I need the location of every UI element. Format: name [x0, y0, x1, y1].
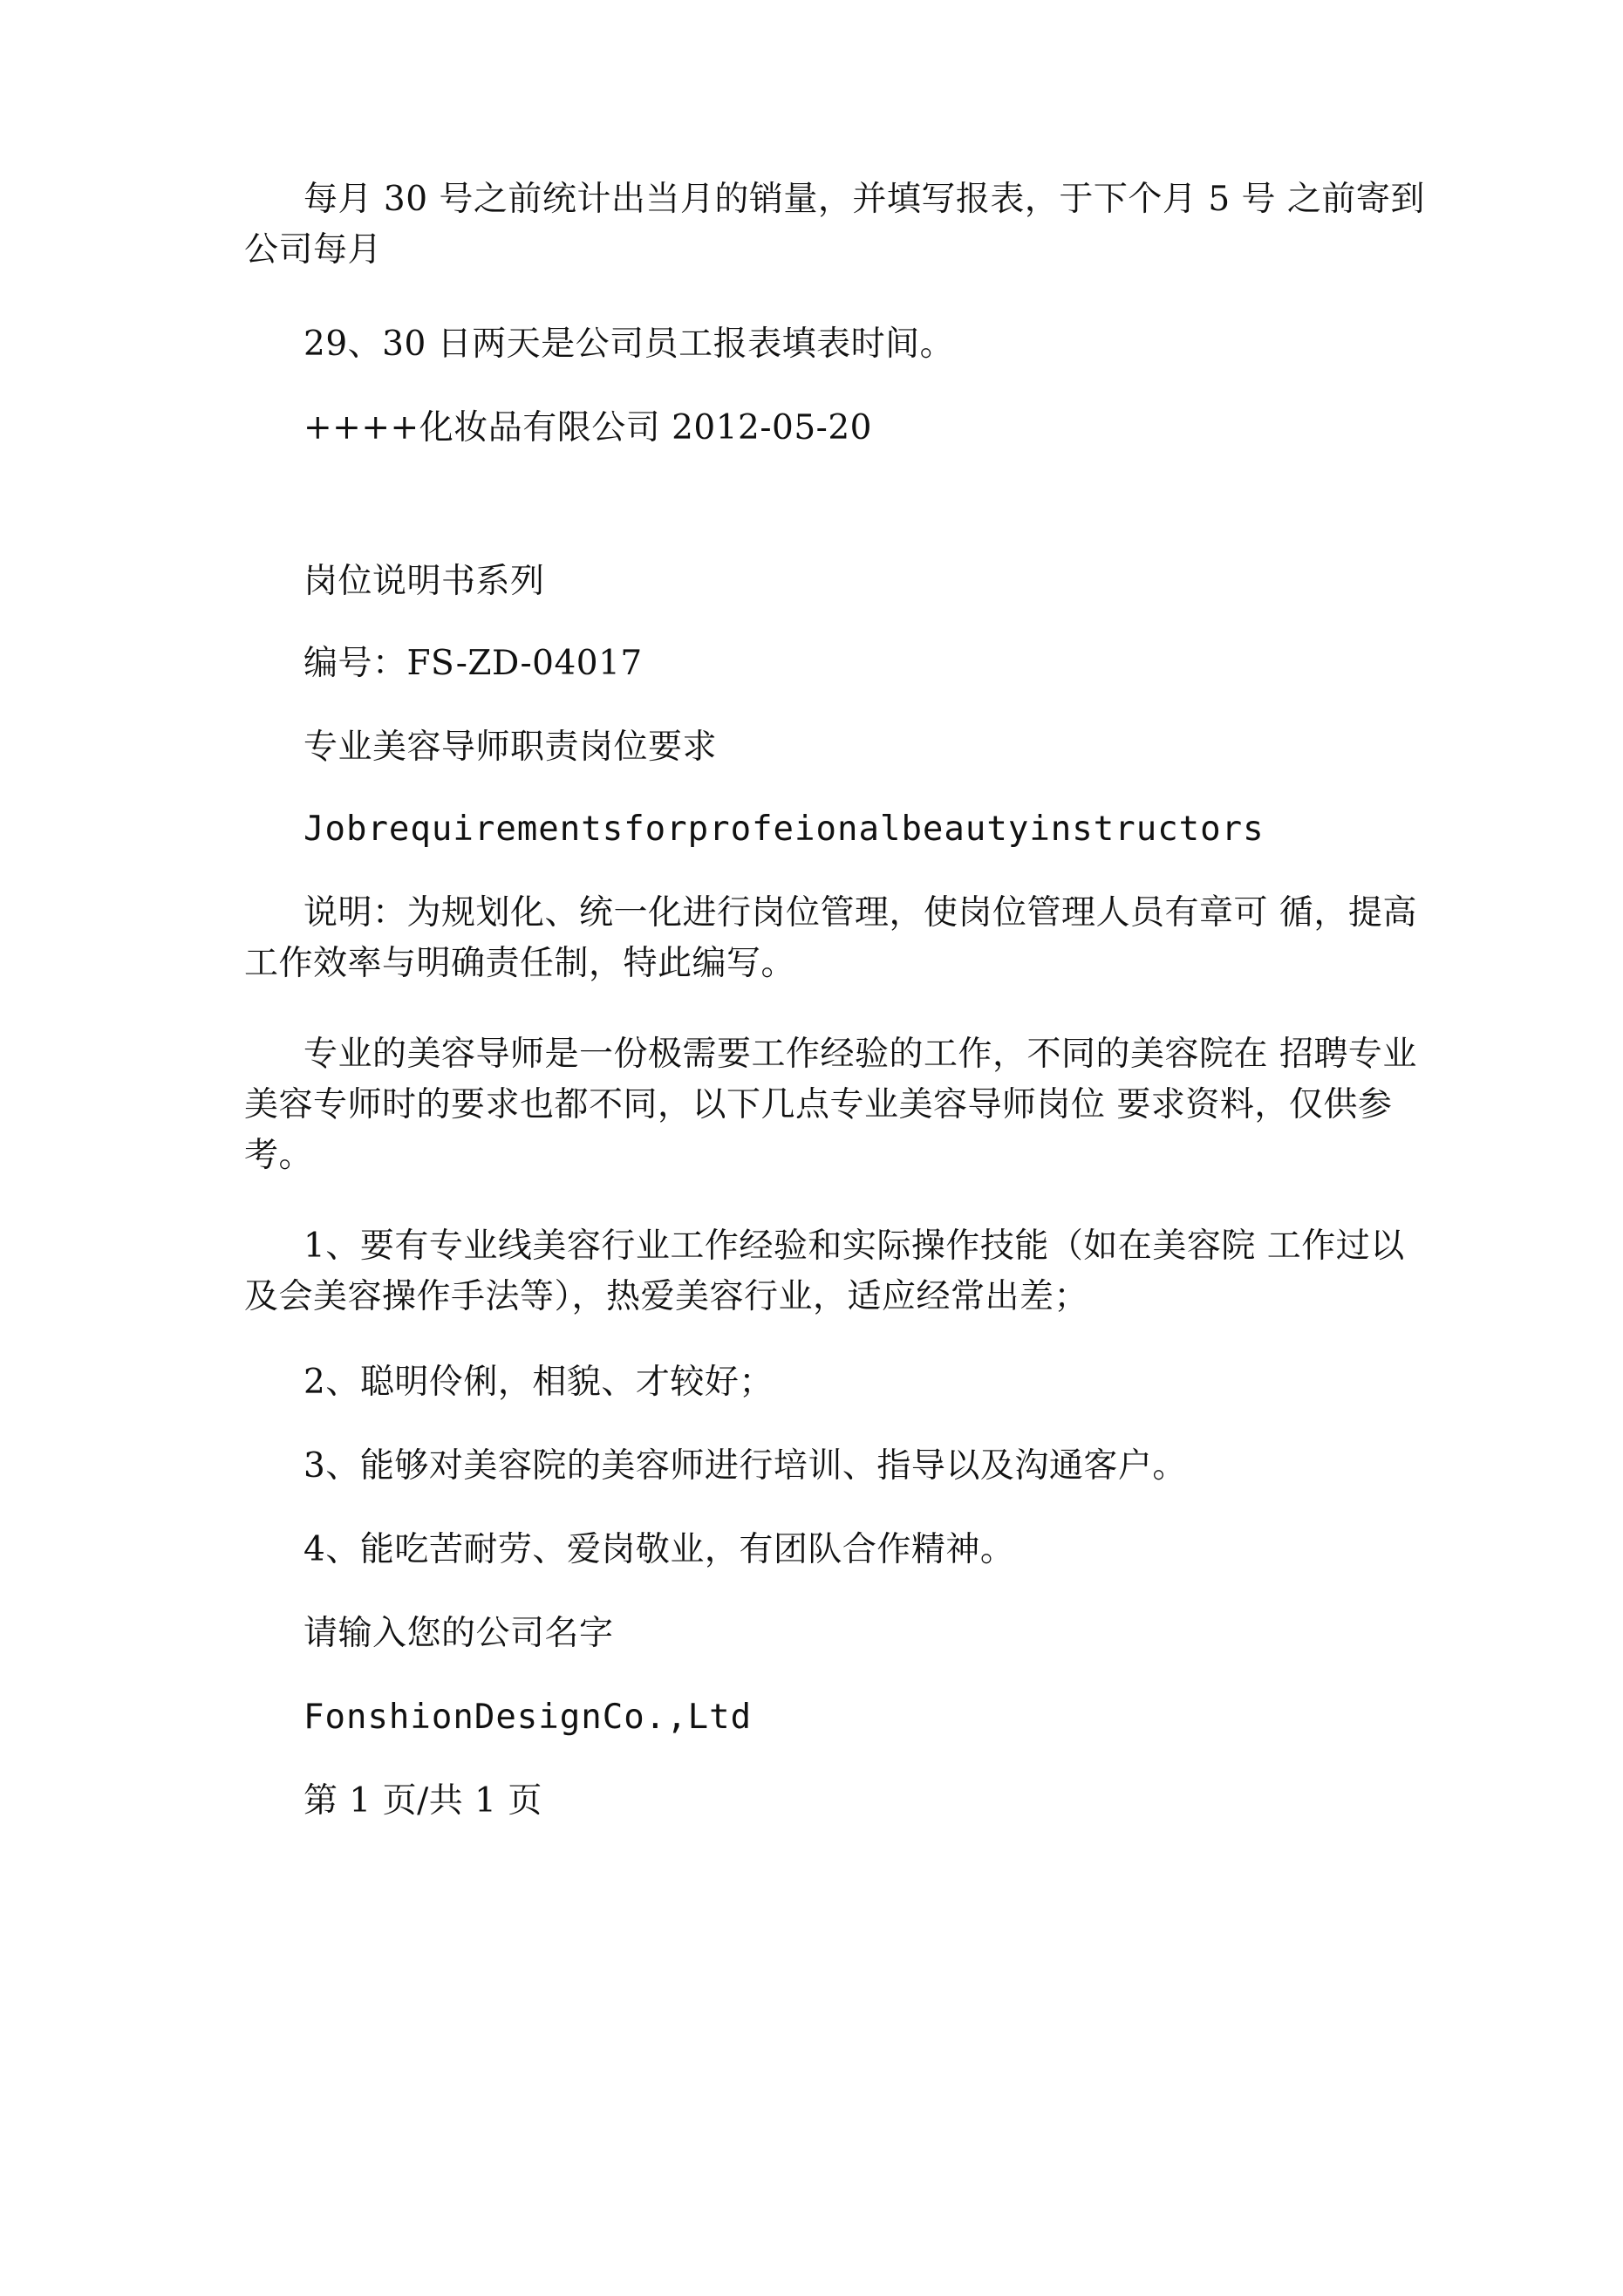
company-name-prompt: 请输入您的公司名字	[303, 1614, 614, 1653]
page-number: 第 1 页/共 1 页	[303, 1781, 542, 1821]
requirement-1: 1、要有专业线美容行业工作经验和实际操作技能（如在美容院 工作过以及会美容操作手法等），热爱美容行业，适应经常出差；	[244, 1227, 1405, 1316]
document-english-title: Jobrequirementsforprofeionalbeautyinstructors	[303, 810, 1265, 849]
requirement-4: 4、能吃苦耐劳、爱岗敬业，有团队合作精神。	[303, 1530, 1015, 1569]
requirement-2: 2、聪明伶俐，相貌、才较好；	[303, 1363, 774, 1402]
paragraph-report-days: 29、30 日两天是公司员工报表填表时间。	[303, 325, 955, 364]
paragraph-description: 说明：为规划化、统一化进行岗位管理，使岗位管理人员有章可 循，提高工作效率与明确责任制，特此编写。	[244, 893, 1417, 983]
paragraph-monthly-report: 每月 30 号之前统计出当月的销量，并填写报表，于下个月 5 号 之前寄到公司每月	[244, 180, 1425, 270]
series-title: 岗位说明书系列	[303, 562, 545, 601]
requirement-3: 3、能够对美容院的美容师进行培训、指导以及沟通客户。	[303, 1446, 1187, 1486]
paragraph-intro: 专业的美容导师是一份极需要工作经验的工作，不同的美容院在 招聘专业美容专师时的要求也都不同，以下几点专业美容导师岗位 要求资料，仅供参考。	[244, 1035, 1417, 1175]
document-title: 专业美容导师职责岗位要求	[303, 728, 718, 767]
company-name-english: FonshionDesignCo.,Ltd	[303, 1698, 753, 1737]
document-number: 编号：FS-ZD-04017	[303, 644, 643, 683]
paragraph-company-date: ++++化妆品有限公司 2012-05-20	[303, 408, 872, 448]
